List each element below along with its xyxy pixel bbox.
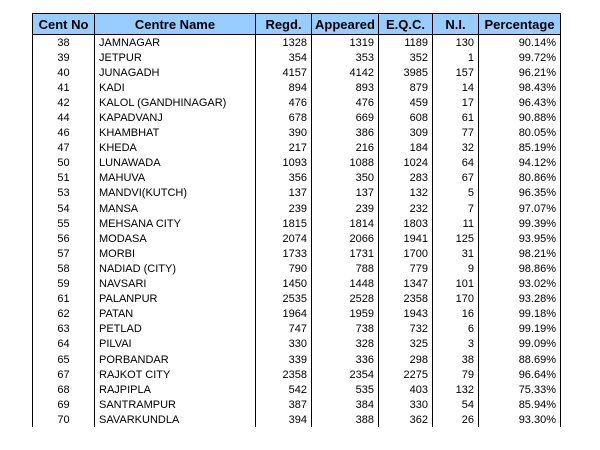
cell-appeared: 137 — [312, 186, 379, 201]
table-row — [33, 292, 561, 307]
header-ni: N.I. — [433, 14, 479, 35]
cell-cent-no: 64 — [33, 337, 95, 352]
table-row — [33, 216, 561, 231]
cell-cent-no: 44 — [33, 110, 95, 125]
cell-regd: 1093 — [256, 156, 312, 171]
cell-appeared: 388 — [312, 412, 379, 427]
cell-centre-name: MANSA — [95, 201, 256, 216]
cell-eqc: 879 — [379, 80, 433, 95]
cell-regd: 239 — [256, 201, 312, 216]
cell-ni: 5 — [433, 186, 479, 201]
table-row — [33, 322, 561, 337]
cell-eqc: 232 — [379, 201, 433, 216]
cell-regd: 1328 — [256, 35, 312, 51]
cell-appeared: 788 — [312, 261, 379, 276]
cell-appeared: 2066 — [312, 231, 379, 246]
cell-centre-name: MODASA — [95, 231, 256, 246]
cell-eqc: 352 — [379, 50, 433, 65]
cell-percentage: 94.12% — [479, 156, 561, 171]
table-row — [33, 307, 561, 322]
cell-ni: 54 — [433, 397, 479, 412]
cell-regd: 2535 — [256, 292, 312, 307]
cell-ni: 157 — [433, 65, 479, 80]
cell-cent-no: 62 — [33, 307, 95, 322]
cell-percentage: 85.19% — [479, 141, 561, 156]
cell-regd: 1450 — [256, 277, 312, 292]
cell-regd: 339 — [256, 352, 312, 367]
cell-percentage: 85.94% — [479, 397, 561, 412]
cell-regd: 894 — [256, 80, 312, 95]
cell-eqc: 184 — [379, 141, 433, 156]
table-row — [33, 156, 561, 171]
cell-centre-name: MEHSANA CITY — [95, 216, 256, 231]
cell-cent-no: 51 — [33, 171, 95, 186]
header-centre-name: Centre Name — [95, 14, 256, 35]
cell-cent-no: 65 — [33, 352, 95, 367]
cell-percentage: 96.43% — [479, 95, 561, 110]
cell-appeared: 1959 — [312, 307, 379, 322]
cell-ni: 79 — [433, 367, 479, 382]
table-row — [33, 95, 561, 110]
table-row — [33, 171, 561, 186]
cell-ni: 7 — [433, 201, 479, 216]
cell-eqc: 309 — [379, 126, 433, 141]
cell-regd: 678 — [256, 110, 312, 125]
cell-regd: 476 — [256, 95, 312, 110]
cell-cent-no: 50 — [33, 156, 95, 171]
cell-appeared: 1814 — [312, 216, 379, 231]
cell-ni: 32 — [433, 141, 479, 156]
cell-regd: 217 — [256, 141, 312, 156]
cell-eqc: 1347 — [379, 277, 433, 292]
cell-percentage: 90.14% — [479, 35, 561, 51]
cell-cent-no: 39 — [33, 50, 95, 65]
cell-centre-name: KHAMBHAT — [95, 126, 256, 141]
table-row — [33, 126, 561, 141]
cell-appeared: 738 — [312, 322, 379, 337]
cell-percentage: 80.86% — [479, 171, 561, 186]
cell-eqc: 362 — [379, 412, 433, 427]
table-row — [33, 412, 561, 427]
cell-eqc: 2358 — [379, 292, 433, 307]
cell-eqc: 459 — [379, 95, 433, 110]
header-percentage: Percentage — [479, 14, 561, 35]
cell-percentage: 88.69% — [479, 352, 561, 367]
results-table — [32, 13, 561, 427]
cell-eqc: 2275 — [379, 367, 433, 382]
cell-appeared: 1088 — [312, 156, 379, 171]
cell-percentage: 93.30% — [479, 412, 561, 427]
cell-regd: 542 — [256, 382, 312, 397]
table-row — [33, 65, 561, 80]
table-row — [33, 337, 561, 352]
cell-percentage: 99.39% — [479, 216, 561, 231]
cell-ni: 130 — [433, 35, 479, 51]
cell-appeared: 216 — [312, 141, 379, 156]
cell-appeared: 2528 — [312, 292, 379, 307]
cell-cent-no: 59 — [33, 277, 95, 292]
header-eqc: E.Q.C. — [379, 14, 433, 35]
cell-cent-no: 69 — [33, 397, 95, 412]
cell-appeared: 384 — [312, 397, 379, 412]
cell-cent-no: 40 — [33, 65, 95, 80]
cell-appeared: 353 — [312, 50, 379, 65]
cell-eqc: 3985 — [379, 65, 433, 80]
table-row — [33, 261, 561, 276]
cell-percentage: 93.02% — [479, 277, 561, 292]
table-row — [33, 50, 561, 65]
cell-regd: 1815 — [256, 216, 312, 231]
cell-centre-name: RAJKOT CITY — [95, 367, 256, 382]
cell-appeared: 4142 — [312, 65, 379, 80]
cell-ni: 26 — [433, 412, 479, 427]
cell-cent-no: 53 — [33, 186, 95, 201]
cell-percentage: 90.88% — [479, 110, 561, 125]
cell-eqc: 132 — [379, 186, 433, 201]
cell-regd: 1964 — [256, 307, 312, 322]
table-body — [33, 35, 561, 428]
cell-ni: 31 — [433, 246, 479, 261]
cell-regd: 137 — [256, 186, 312, 201]
cell-centre-name: SANTRAMPUR — [95, 397, 256, 412]
cell-eqc: 330 — [379, 397, 433, 412]
cell-eqc: 403 — [379, 382, 433, 397]
cell-percentage: 97.07% — [479, 201, 561, 216]
cell-appeared: 2354 — [312, 367, 379, 382]
cell-centre-name: NADIAD (CITY) — [95, 261, 256, 276]
cell-percentage: 96.64% — [479, 367, 561, 382]
table-row — [33, 367, 561, 382]
cell-regd: 2074 — [256, 231, 312, 246]
table-header — [33, 14, 561, 35]
cell-regd: 394 — [256, 412, 312, 427]
cell-appeared: 535 — [312, 382, 379, 397]
table-row — [33, 246, 561, 261]
table-row — [33, 352, 561, 367]
table-row — [33, 277, 561, 292]
cell-ni: 67 — [433, 171, 479, 186]
cell-regd: 387 — [256, 397, 312, 412]
cell-cent-no: 67 — [33, 367, 95, 382]
cell-eqc: 298 — [379, 352, 433, 367]
table-row — [33, 80, 561, 95]
table-row — [33, 35, 561, 51]
cell-cent-no: 38 — [33, 35, 95, 51]
cell-centre-name: PALANPUR — [95, 292, 256, 307]
cell-regd: 2358 — [256, 367, 312, 382]
cell-cent-no: 61 — [33, 292, 95, 307]
cell-ni: 132 — [433, 382, 479, 397]
cell-regd: 1733 — [256, 246, 312, 261]
cell-centre-name: PETLAD — [95, 322, 256, 337]
results-table-container — [32, 13, 561, 427]
cell-centre-name: PATAN — [95, 307, 256, 322]
cell-ni: 3 — [433, 337, 479, 352]
table-row — [33, 397, 561, 412]
cell-cent-no: 54 — [33, 201, 95, 216]
cell-ni: 64 — [433, 156, 479, 171]
cell-centre-name: KADI — [95, 80, 256, 95]
cell-percentage: 96.35% — [479, 186, 561, 201]
cell-centre-name: PORBANDAR — [95, 352, 256, 367]
cell-cent-no: 46 — [33, 126, 95, 141]
cell-ni: 125 — [433, 231, 479, 246]
cell-ni: 17 — [433, 95, 479, 110]
header-regd: Regd. — [256, 14, 312, 35]
cell-appeared: 1448 — [312, 277, 379, 292]
header-row — [33, 14, 561, 35]
cell-appeared: 669 — [312, 110, 379, 125]
cell-eqc: 1024 — [379, 156, 433, 171]
cell-ni: 6 — [433, 322, 479, 337]
cell-cent-no: 68 — [33, 382, 95, 397]
cell-cent-no: 58 — [33, 261, 95, 276]
cell-centre-name: KHEDA — [95, 141, 256, 156]
cell-eqc: 1189 — [379, 35, 433, 51]
cell-ni: 101 — [433, 277, 479, 292]
cell-regd: 330 — [256, 337, 312, 352]
cell-centre-name: JUNAGADH — [95, 65, 256, 80]
cell-ni: 170 — [433, 292, 479, 307]
cell-cent-no: 47 — [33, 141, 95, 156]
cell-percentage: 99.18% — [479, 307, 561, 322]
cell-ni: 16 — [433, 307, 479, 322]
cell-percentage: 99.19% — [479, 322, 561, 337]
cell-centre-name: RAJPIPLA — [95, 382, 256, 397]
cell-centre-name: JAMNAGAR — [95, 35, 256, 51]
cell-percentage: 80.05% — [479, 126, 561, 141]
cell-appeared: 1319 — [312, 35, 379, 51]
table-row — [33, 201, 561, 216]
cell-centre-name: MORBI — [95, 246, 256, 261]
cell-cent-no: 42 — [33, 95, 95, 110]
cell-ni: 61 — [433, 110, 479, 125]
header-cent-no: Cent No — [33, 14, 95, 35]
cell-ni: 11 — [433, 216, 479, 231]
cell-percentage: 98.43% — [479, 80, 561, 95]
cell-percentage: 93.95% — [479, 231, 561, 246]
cell-ni: 77 — [433, 126, 479, 141]
cell-centre-name: KALOL (GANDHINAGAR) — [95, 95, 256, 110]
cell-percentage: 99.09% — [479, 337, 561, 352]
cell-regd: 390 — [256, 126, 312, 141]
cell-eqc: 608 — [379, 110, 433, 125]
table-row — [33, 141, 561, 156]
cell-eqc: 1700 — [379, 246, 433, 261]
cell-appeared: 386 — [312, 126, 379, 141]
cell-appeared: 239 — [312, 201, 379, 216]
cell-eqc: 325 — [379, 337, 433, 352]
table-row — [33, 110, 561, 125]
cell-ni: 14 — [433, 80, 479, 95]
cell-centre-name: MAHUVA — [95, 171, 256, 186]
cell-regd: 354 — [256, 50, 312, 65]
cell-eqc: 732 — [379, 322, 433, 337]
cell-centre-name: MANDVI(KUTCH) — [95, 186, 256, 201]
cell-eqc: 1943 — [379, 307, 433, 322]
cell-cent-no: 56 — [33, 231, 95, 246]
cell-centre-name: LUNAWADA — [95, 156, 256, 171]
cell-centre-name: PILVAI — [95, 337, 256, 352]
cell-ni: 1 — [433, 50, 479, 65]
cell-regd: 790 — [256, 261, 312, 276]
cell-cent-no: 57 — [33, 246, 95, 261]
cell-ni: 9 — [433, 261, 479, 276]
cell-eqc: 283 — [379, 171, 433, 186]
cell-regd: 4157 — [256, 65, 312, 80]
cell-ni: 38 — [433, 352, 479, 367]
table-row — [33, 186, 561, 201]
table-row — [33, 382, 561, 397]
cell-percentage: 99.72% — [479, 50, 561, 65]
cell-appeared: 476 — [312, 95, 379, 110]
cell-appeared: 893 — [312, 80, 379, 95]
cell-eqc: 1803 — [379, 216, 433, 231]
cell-appeared: 1731 — [312, 246, 379, 261]
cell-percentage: 93.28% — [479, 292, 561, 307]
cell-appeared: 350 — [312, 171, 379, 186]
cell-cent-no: 55 — [33, 216, 95, 231]
header-appeared: Appeared — [312, 14, 379, 35]
cell-appeared: 336 — [312, 352, 379, 367]
cell-centre-name: SAVARKUNDLA — [95, 412, 256, 427]
cell-eqc: 1941 — [379, 231, 433, 246]
cell-regd: 747 — [256, 322, 312, 337]
cell-percentage: 98.86% — [479, 261, 561, 276]
cell-appeared: 328 — [312, 337, 379, 352]
cell-percentage: 75.33% — [479, 382, 561, 397]
cell-percentage: 98.21% — [479, 246, 561, 261]
cell-cent-no: 63 — [33, 322, 95, 337]
cell-cent-no: 70 — [33, 412, 95, 427]
cell-centre-name: KAPADVANJ — [95, 110, 256, 125]
cell-cent-no: 41 — [33, 80, 95, 95]
cell-percentage: 96.21% — [479, 65, 561, 80]
table-row — [33, 231, 561, 246]
cell-eqc: 779 — [379, 261, 433, 276]
cell-centre-name: JETPUR — [95, 50, 256, 65]
cell-regd: 356 — [256, 171, 312, 186]
cell-centre-name: NAVSARI — [95, 277, 256, 292]
